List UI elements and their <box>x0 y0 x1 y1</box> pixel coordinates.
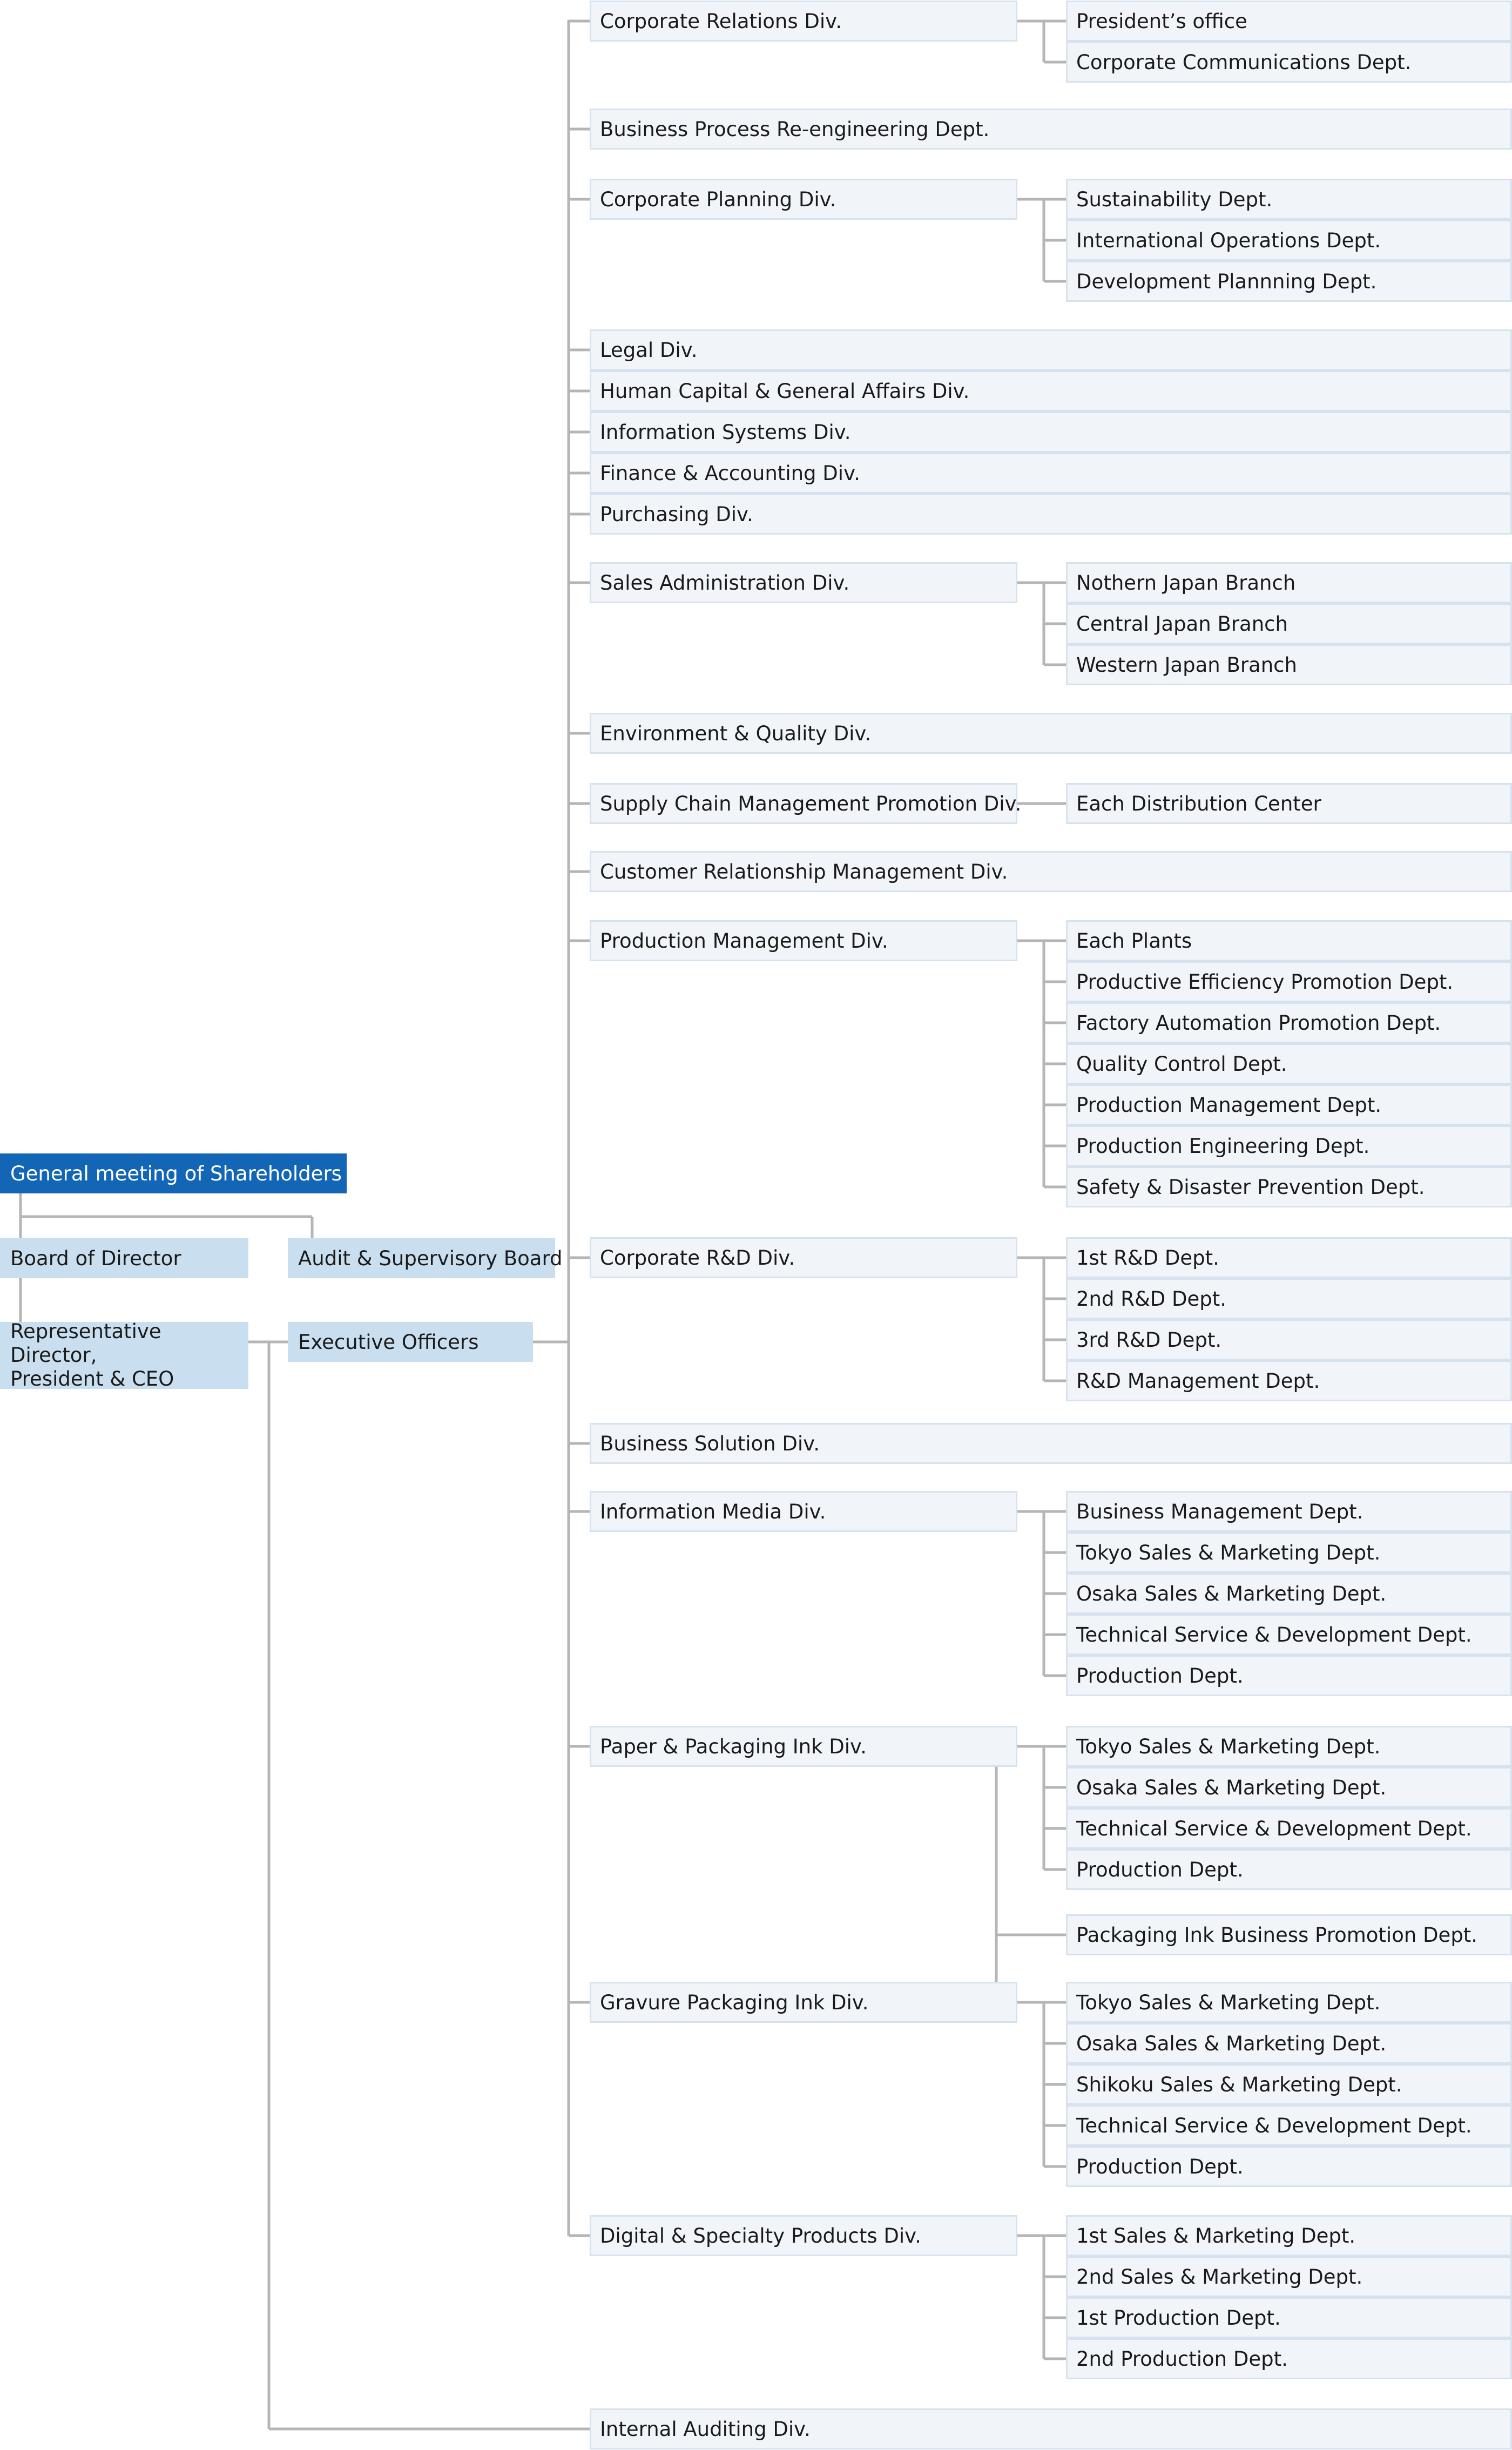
president-box: Representative Director, President & CEO <box>0 1322 248 1389</box>
department-box: Western Japan Branch <box>1066 644 1512 685</box>
division-box: Human Capital & General Affairs Div. <box>590 370 1512 411</box>
department-box: Corporate Communications Dept. <box>1066 42 1512 83</box>
board-box: Board of Director <box>0 1238 248 1278</box>
shareholders-box: General meeting of Shareholders <box>0 1153 347 1193</box>
department-box: Shikoku Sales & Marketing Dept. <box>1066 2064 1512 2105</box>
division-box: Corporate Relations Div. <box>590 1 1017 42</box>
division-box: Paper & Packaging Ink Div. <box>590 1726 1017 1767</box>
audit-board-box: Audit & Supervisory Board <box>288 1238 555 1278</box>
division-box: Digital & Specialty Products Div. <box>590 2215 1017 2256</box>
division-box: Customer Relationship Management Div. <box>590 851 1512 892</box>
department-box: Central Japan Branch <box>1066 603 1512 644</box>
division-box: Business Solution Div. <box>590 1423 1512 1464</box>
division-box: Corporate Planning Div. <box>590 179 1017 220</box>
department-box: Osaka Sales & Marketing Dept. <box>1066 2023 1512 2064</box>
department-box: Technical Service & Development Dept. <box>1066 1614 1512 1655</box>
department-box: Quality Control Dept. <box>1066 1043 1512 1084</box>
department-box: Business Management Dept. <box>1066 1491 1512 1532</box>
internal-audit-box: Internal Auditing Div. <box>590 2408 1512 2449</box>
department-box: Nothern Japan Branch <box>1066 562 1512 603</box>
department-box: International Operations Dept. <box>1066 220 1512 261</box>
division-box: Production Management Div. <box>590 920 1017 961</box>
department-box: 1st Sales & Marketing Dept. <box>1066 2215 1512 2256</box>
department-box: 1st R&D Dept. <box>1066 1237 1512 1278</box>
department-box: 2nd Production Dept. <box>1066 2338 1512 2379</box>
division-box: Information Systems Div. <box>590 411 1512 453</box>
department-box: Development Plannning Dept. <box>1066 261 1512 302</box>
division-box: Legal Div. <box>590 329 1512 370</box>
division-box: Purchasing Div. <box>590 494 1512 535</box>
department-box: Tokyo Sales & Marketing Dept. <box>1066 1726 1512 1767</box>
department-box: Production Dept. <box>1066 1849 1512 1890</box>
department-box: 3rd R&D Dept. <box>1066 1319 1512 1360</box>
division-box: Finance & Accounting Div. <box>590 453 1512 494</box>
department-box: Technical Service & Development Dept. <box>1066 1808 1512 1849</box>
department-box: Osaka Sales & Marketing Dept. <box>1066 1767 1512 1808</box>
department-box: Sustainability Dept. <box>1066 179 1512 220</box>
division-box: Information Media Div. <box>590 1491 1017 1532</box>
department-box: Each Distribution Center <box>1066 783 1512 824</box>
department-box: Productive Efficiency Promotion Dept. <box>1066 961 1512 1002</box>
division-box: Business Process Re-engineering Dept. <box>590 109 1512 150</box>
department-box: Production Management Dept. <box>1066 1084 1512 1125</box>
division-box: Sales Administration Div. <box>590 562 1017 603</box>
division-box: Supply Chain Management Promotion Div. <box>590 783 1017 824</box>
executive-officers-box: Executive Officers <box>288 1322 533 1362</box>
department-box: Production Dept. <box>1066 2146 1512 2187</box>
department-box: 2nd R&D Dept. <box>1066 1278 1512 1319</box>
department-box: Production Dept. <box>1066 1655 1512 1696</box>
department-box: President’s office <box>1066 1 1512 42</box>
shared-department-box: Packaging Ink Business Promotion Dept. <box>1066 1914 1512 1955</box>
department-box: Production Engineering Dept. <box>1066 1125 1512 1166</box>
division-box: Gravure Packaging Ink Div. <box>590 1982 1017 2023</box>
division-box: Corporate R&D Div. <box>590 1237 1017 1278</box>
division-box: Environment & Quality Div. <box>590 713 1512 754</box>
department-box: Factory Automation Promotion Dept. <box>1066 1002 1512 1043</box>
department-box: R&D Management Dept. <box>1066 1360 1512 1401</box>
department-box: 2nd Sales & Marketing Dept. <box>1066 2256 1512 2297</box>
department-box: Osaka Sales & Marketing Dept. <box>1066 1573 1512 1614</box>
department-box: Tokyo Sales & Marketing Dept. <box>1066 1982 1512 2023</box>
department-box: Each Plants <box>1066 920 1512 961</box>
department-box: 1st Production Dept. <box>1066 2297 1512 2338</box>
department-box: Safety & Disaster Prevention Dept. <box>1066 1166 1512 1207</box>
department-box: Tokyo Sales & Marketing Dept. <box>1066 1532 1512 1573</box>
department-box: Technical Service & Development Dept. <box>1066 2105 1512 2146</box>
